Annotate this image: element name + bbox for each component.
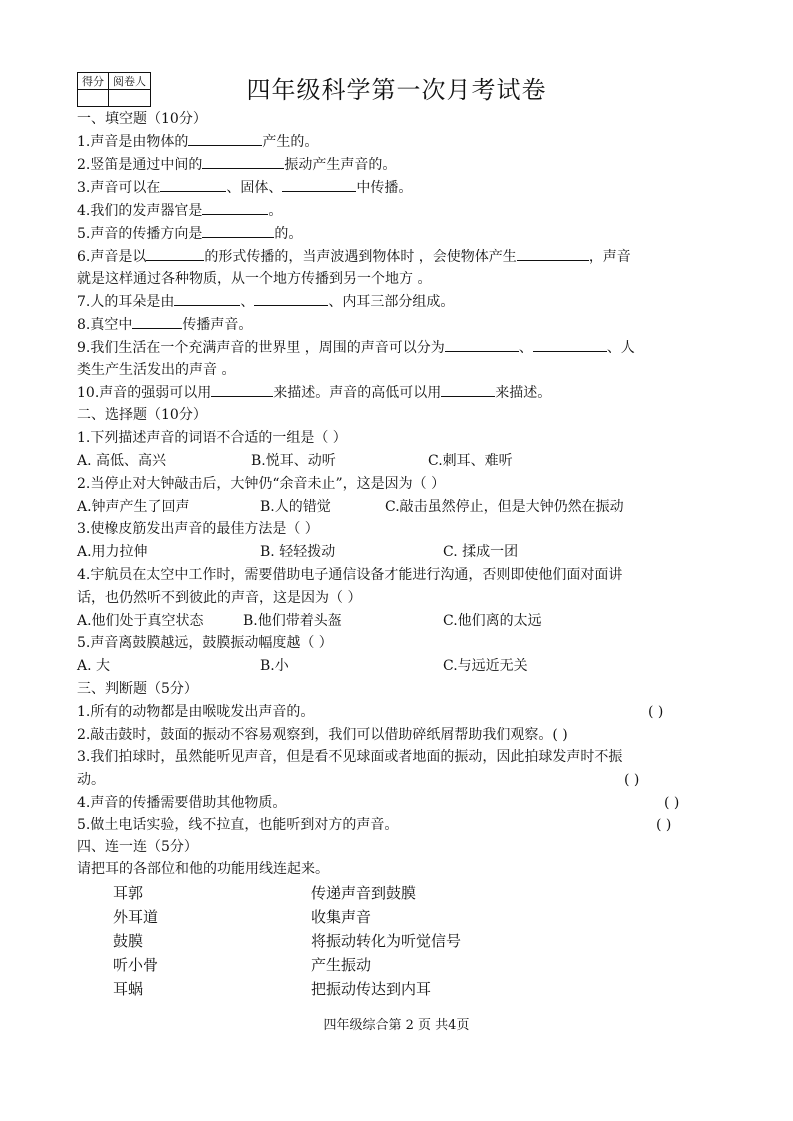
choice-q1-option-c[interactable]: C.刺耳、难听	[428, 453, 513, 469]
ear-function-item[interactable]: 传递声音到鼓膜	[311, 884, 417, 902]
section3-heading: 三、判断题（5分）	[77, 681, 198, 697]
ear-function-item[interactable]: 收集声音	[311, 908, 372, 926]
blank[interactable]	[202, 154, 284, 169]
choice-q5-option-c[interactable]: C.与远近无关	[443, 658, 528, 674]
judge-q4-answer[interactable]: ( )	[664, 795, 680, 811]
fill-q3: 3.声音可以在 、固体、 中传播。	[77, 177, 717, 199]
fill-q9: 9.我们生活在一个充满声音的世界里 ，周围的声音可以分为 、 、人	[77, 337, 717, 359]
judge-q5: 5.做土电话实验，线不拉直，也能听到对方的声音。	[77, 817, 399, 833]
judge-q4: 4.声音的传播需要借助其他物质。	[77, 795, 287, 811]
fill-q5: 5.声音的传播方向是 的。	[77, 223, 717, 245]
choice-q2-option-a[interactable]: A.钟声产生了回声	[77, 499, 190, 515]
choice-q2-option-c[interactable]: C.敲击虽然停止，但是大钟仍然在振动	[385, 499, 624, 515]
blank[interactable]	[146, 246, 204, 261]
blank[interactable]	[202, 223, 274, 238]
section2-heading: 二、选择题（10分）	[77, 407, 207, 423]
page-title: 四年级科学第一次月考试卷	[246, 76, 547, 104]
blank[interactable]	[132, 314, 182, 329]
ear-part-item[interactable]: 听小骨	[113, 956, 159, 974]
judge-q2: 2.敲击鼓时，鼓面的振动不容易观察到，我们可以借助碎纸屑帮助我们观察。( )	[77, 727, 568, 743]
blank[interactable]	[441, 382, 495, 397]
blank[interactable]	[254, 291, 328, 306]
fill-q1: 1.声音是由物体的 产生的。	[77, 131, 717, 153]
reviewer-label: 阅卷人	[109, 73, 151, 90]
blank[interactable]	[188, 131, 262, 146]
blank[interactable]	[282, 177, 356, 192]
judge-q5-answer[interactable]: ( )	[656, 817, 672, 833]
choice-q4-option-a[interactable]: A.他们处于真空状态	[77, 613, 204, 629]
fill-q2: 2.竖笛是通过中间的 振动产生声音的。	[77, 154, 717, 176]
judge-q1-answer[interactable]: ( )	[648, 704, 664, 720]
blank[interactable]	[202, 200, 268, 215]
ear-function-item[interactable]: 把振动传达到内耳	[311, 980, 432, 998]
fill-q7: 7.人的耳朵是由 、 、内耳三部分组成。	[77, 291, 717, 313]
ear-part-item[interactable]: 鼓膜	[113, 932, 144, 950]
ear-function-item[interactable]: 将振动转化为听觉信号	[311, 932, 462, 950]
blank[interactable]	[517, 246, 589, 261]
choice-q1-stem: 1.下列描述声音的词语不合适的一组是（ ）	[77, 430, 347, 446]
fill-q4: 4.我们的发声器官是 。	[77, 200, 717, 222]
blank[interactable]	[445, 337, 519, 352]
choice-q3-option-a[interactable]: A.用力拉伸	[77, 544, 148, 560]
choice-q1-option-b[interactable]: B.悦耳、动听	[251, 453, 336, 469]
fill-q8: 8.真空中 传播声音。	[77, 314, 717, 336]
judge-q3-cont: 动。	[77, 772, 105, 788]
choice-q3-option-c[interactable]: C. 揉成一团	[443, 544, 519, 560]
fill-q10: 10.声音的强弱可以用 来描述。声音的高低可以用 来描述。	[77, 382, 717, 404]
choice-q4-option-c[interactable]: C.他们离的太远	[443, 613, 542, 629]
blank[interactable]	[174, 291, 240, 306]
ear-part-item[interactable]: 耳蜗	[113, 980, 144, 998]
score-label: 得分	[78, 73, 109, 90]
choice-q5-option-a[interactable]: A. 大	[77, 658, 111, 674]
blank[interactable]	[211, 382, 273, 397]
blank[interactable]	[160, 177, 226, 192]
ear-part-item[interactable]: 外耳道	[113, 908, 159, 926]
choice-q1-option-a[interactable]: A. 高低、高兴	[77, 453, 167, 469]
choice-q4-option-b[interactable]: B.他们带着头盔	[243, 613, 342, 629]
judge-q3: 3.我们拍球时，虽然能听见声音，但是看不见球面或者地面的振动，因此拍球发声时不振	[77, 749, 623, 765]
choice-q2-option-b[interactable]: B.人的错觉	[260, 499, 331, 515]
match-instruction: 请把耳的各部位和他的功能用线连起来。	[77, 861, 329, 877]
choice-q5-option-b[interactable]: B.小	[260, 658, 289, 674]
ear-function-item[interactable]: 产生振动	[311, 956, 372, 974]
judge-q3-answer[interactable]: ( )	[624, 772, 640, 788]
fill-q6-cont: 就是这样通过各种物质，从一个地方传播到另一个地方 。	[77, 271, 432, 287]
section4-heading: 四、连一连（5分）	[77, 839, 198, 855]
choice-q4-stem: 4.宇航员在太空中工作时，需要借助电子通信设备才能进行沟通，否则即使他们面对面讲	[77, 567, 623, 583]
section1-heading: 一、填空题（10分）	[77, 111, 207, 127]
choice-q3-option-b[interactable]: B. 轻轻拨动	[260, 544, 336, 560]
fill-q6: 6.声音是以 的形式传播的，当声波遇到物体时 ，会使物体产生 ，声音	[77, 246, 717, 268]
fill-q9-cont: 类生产生活发出的声音 。	[77, 362, 236, 378]
ear-part-item[interactable]: 耳郭	[113, 884, 144, 902]
page-footer: 四年级综合第 2 页 共4页	[323, 1018, 470, 1033]
choice-q4-stem-cont: 话，也仍然听不到彼此的声音，这是因为（ ）	[77, 590, 362, 606]
choice-q3-stem: 3.使橡皮筋发出声音的最佳方法是（ ）	[77, 521, 319, 537]
blank[interactable]	[533, 337, 607, 352]
judge-q1: 1.所有的动物都是由喉咙发出声音的。	[77, 704, 315, 720]
choice-q5-stem: 5.声音离鼓膜越远，鼓膜振动幅度越（ ）	[77, 635, 333, 651]
choice-q2-stem: 2.当停止对大钟敲击后，大钟仍“余音未止”，这是因为（ ）	[77, 476, 446, 492]
